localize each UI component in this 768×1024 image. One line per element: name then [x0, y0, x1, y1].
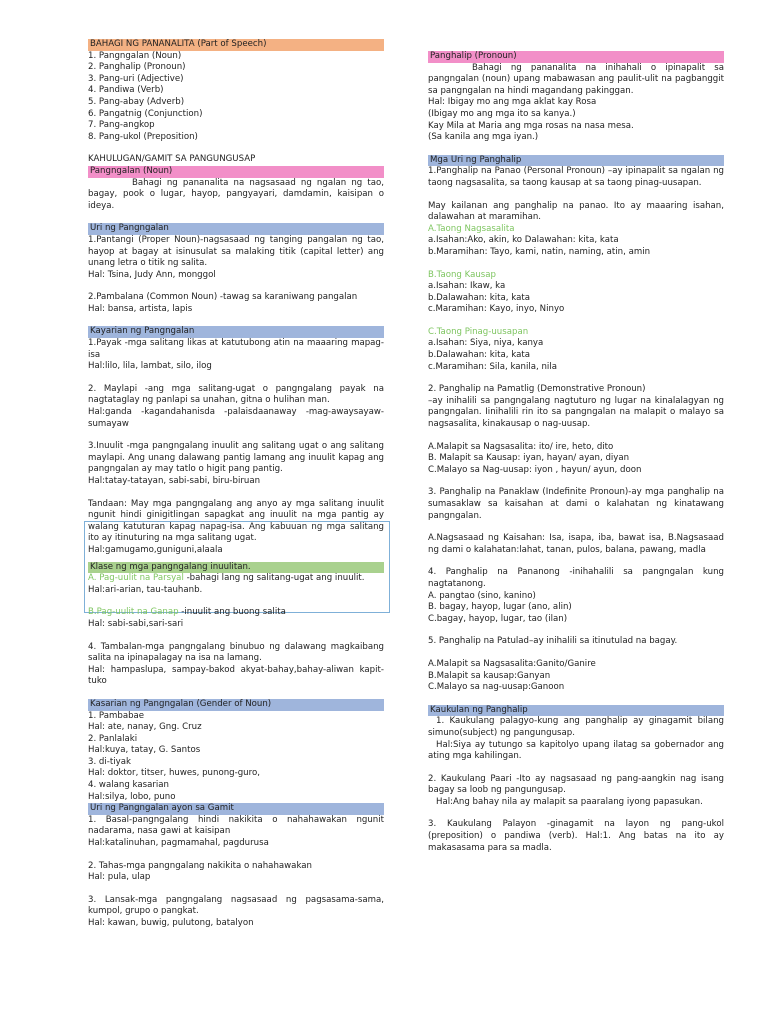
tandaan-note: Tandaan: May mga pangngalang ang anyo ay mga salitang inuulit ngunit hindi ginigitlingan sapagkat ang inuulit na mga pantig ay walang katuturan kapag napag-isa. Ang kabuuan ng mga salitang ito ay itinuturing na mga salitang ugat.	[88, 498, 384, 544]
kasarian-header: Kasarian ng Pangngalan (Gender of Noun)	[88, 699, 384, 711]
pamatlig-definition: –ay inihalili sa pangngalang nagtuturo ng lugar na kinalalagyan ng pangngalan. Iinihalili rin ito sa pangngalan na malapit o malayo sa nagsasalita, kinakausap o nag-uusap.	[428, 395, 724, 430]
taong-kausap-a: a.Isahan: Ikaw, ka	[428, 281, 506, 292]
maylapi-example: Hal:ganda -kagandahanisda -palaisdaanaway -mag-awaysayaw-sumayaw	[88, 407, 384, 429]
panghalip-example-2: (Ibigay mo ang mga ito sa kanya.)	[428, 108, 576, 119]
kasarian-line-1: 1. Pambabae	[88, 710, 145, 721]
pambalana-example: Hal: bansa, artista, lapis	[88, 303, 193, 314]
inuulit-example: Hal:tatay-tatayan, sabi-sabi, biru-biruan	[88, 476, 261, 486]
kasarian-line-3: 2. Panlalaki	[88, 733, 138, 744]
paari-text: 2. Kaukulang Paari -Ito ay nagsasaad ng pang-aangkin nag isang bagay sa loob ng pangungusap.	[428, 773, 724, 796]
maylapi-text: 2. Maylapi -ang mga salitang-ugat o pangngalang payak na nagtataglay ng panlapi sa unahan, gitna o hulihan man.	[88, 383, 384, 406]
kasarian-line-4: Hal:kuya, tatay, G. Santos	[88, 745, 201, 756]
inuulit-text: 3.Inuulit -mga pangngalang inuulit ang salitang ugat o ang salitang maylapi. Ang unang dalawang pantig lamang ang inuulit kapag ang pangngalan ay may tatlo o higit pang pantig.	[88, 441, 384, 475]
pananong-a: A. pangtao (sino, kanino)	[428, 590, 536, 601]
left-column	[88, 39, 384, 930]
kasarian-line-2: Hal: ate, nanay, Gng. Cruz	[88, 722, 202, 733]
pangngalan-header: Pangngalan (Noun)	[88, 166, 384, 178]
pangngalan-definition: Bahagi ng pananalita na nagsasaad ng ngalan ng tao, bagay, pook o lugar, hayop, pangyayari, damdamin, kaisipan o ideya.	[88, 177, 384, 211]
parts-item-1: 1. Pangngalan (Noun)	[88, 50, 182, 61]
pamatlig-c: C.Malayo sa Nag-uusap: iyon , hayun/ ayun, doon	[428, 464, 642, 475]
mga-uri-header: Mga Uri ng Panghalip	[428, 155, 724, 167]
tahas-text: 2. Tahas-mga pangngalang nakikita o nahahawakan	[88, 860, 312, 871]
panghalip-example-4: (Sa kanila ang mga iyan.)	[428, 132, 539, 143]
parsyal-label: A. Pag-uulit na Parsyal	[88, 573, 184, 584]
panghalip-example-1: Hal: Ibigay mo ang mga aklat kay Rosa	[428, 97, 597, 108]
panao-text: 1.Panghalip na Panao (Personal Pronoun) –ay ipinapalit sa ngalan ng taong nagsasalita, sa taong kausap at sa taong pinag-uusapan.	[428, 166, 724, 188]
tandaan-example: Hal:gamugamo,guniguni,alaala	[88, 544, 223, 555]
panao-kailanan: May kailanan ang panghalip na panao. Ito ay maaaring isahan, dalawahan at maramihan.	[428, 200, 724, 223]
tambalan-example: Hal: hampaslupa, sampay-bakod akyat-bahay,bahay-aliwan kapit-tuko	[88, 664, 384, 687]
paari-example: Hal:Ang bahay nila ay malapit sa paaralang iyong papasukan.	[436, 796, 703, 807]
basal-text: 1. Basal-pangngalang hindi nakikita o nahahawakan ngunit nadarama, nasa gawi at kaisipan	[88, 814, 384, 837]
taong-pinag-uusapan-b: b.Dalawahan: kita, kata	[428, 350, 530, 361]
taong-kausap-b: b.Dalawahan: kita, kata	[428, 292, 530, 303]
patulad-text: 5. Panghalip na Patulad–ay inihalili sa itinutulad na bagay.	[428, 636, 678, 647]
kahulugan-title: KAHULUGAN/GAMIT SA PANGUNGUSAP	[88, 154, 256, 165]
pantangi-example: Hal: Tsina, Judy Ann, monggol	[88, 269, 216, 280]
taong-pinag-uusapan-label: C.Taong Pinag-uusapan	[428, 326, 529, 337]
panaklaw-examples: A.Nagsasaad ng Kaisahan: Isa, isapa, iba, bawat isa, B.Nagsasaad ng dami o kalahatan:lahat, tanan, pulos, balana, pawang, madla	[428, 533, 724, 555]
payak-example: Hal:lilo, lila, lambat, silo, ilog	[88, 361, 212, 372]
taong-nagsasalita-a: a.Isahan:Ako, akin, ko Dalawahan: kita, kata	[428, 235, 619, 246]
pambalana-text: 2.Pambalana (Common Noun) -tawag sa karaniwang pangalan	[88, 292, 358, 303]
palagyo-text: 1. Kaukulang palagyo-kung ang panghalip ay ginagamit bilang simuno(subject) ng pangungusap.	[428, 716, 724, 738]
tambalan-text: 4. Tambalan-mga pangngalang binubuo ng dalawang magkaibang salita na ipinapalagay na isa na lamang.	[88, 641, 384, 664]
payak-text: 1.Payak -mga salitang likas at katutubong atin na maaaring mapag-isa	[88, 338, 384, 360]
uri-ng-pangngalan-header: Uri ng Pangngalan	[88, 223, 384, 235]
taong-kausap-label: B.Taong Kausap	[428, 269, 497, 280]
lansak-example: Hal: kawan, buwig, pulutong, batalyon	[88, 918, 254, 928]
pananong-b: B. bagay, hayop, lugar (ano, alin)	[428, 602, 572, 613]
pananong-c: C.bagay, hayop, lugar, tao (ilan)	[428, 613, 568, 624]
parsyal-example: Hal:ari-arian, tau-tauhanb.	[88, 584, 203, 595]
palayon-text: 3. Kaukulang Palayon -ginagamit na layon ng pang-ukol (preposition) o pandiwa (verb). Hal:1. Ang batas na ito ay makasasama para sa madla.	[428, 819, 724, 853]
taong-pinag-uusapan-a: a.Isahan: Siya, niya, kanya	[428, 338, 544, 349]
kasarian-line-5: 3. di-tiyak	[88, 756, 131, 767]
taong-nagsasalita-b: b.Maramihan: Tayo, kami, natin, naming, atin, amin	[428, 246, 651, 257]
parts-item-5: 5. Pang-abay (Adverb)	[88, 96, 185, 107]
basal-example: Hal:katalinuhan, pagmamahal, pagdurusa	[88, 838, 269, 849]
parsyal-text: -bahagi lang ng salitang-ugat ang inuulit.	[183, 573, 365, 584]
kaukulan-header: Kaukulan ng Panghalip	[428, 705, 724, 717]
lansak-text: 3. Lansak-mga pangngalang nagsasaad ng pagsasama-sama, kumpol, grupo o pangkat.	[88, 894, 384, 917]
taong-kausap-c: c.Maramihan: Kayo, inyo, Ninyo	[428, 304, 565, 315]
parts-item-3: 3. Pang-uri (Adjective)	[88, 73, 184, 84]
parts-item-7: 7. Pang-angkop	[88, 120, 155, 131]
ganap-label: B.Pag-uulit na Ganap	[88, 607, 179, 618]
ganap-example: Hal: sabi-sabi,sari-sari	[88, 618, 184, 629]
taong-pinag-uusapan-c: c.Maramihan: Sila, kanila, nila	[428, 361, 557, 372]
parts-item-2: 2. Panghalip (Pronoun)	[88, 62, 186, 73]
gamit-header: Uri ng Pangngalan ayon sa Gamit	[88, 803, 384, 815]
ganap-text: -inuulit ang buong salita	[178, 607, 286, 618]
taong-nagsasalita-label: A.Taong Nagsasalita	[428, 223, 515, 234]
patulad-b: B.Malapit sa kausap:Ganyan	[428, 670, 551, 681]
palagyo-example: Hal:Siya ay tutungo sa kapitolyo upang ilatag sa gobernador ang ating mga kahilingan.	[428, 739, 724, 762]
parsyal-item	[88, 573, 384, 585]
pamatlig-a: A.Malapit sa Nagsasalita: ito/ ire, heto, dito	[428, 441, 614, 452]
parts-of-speech-header: BAHAGI NG PANANALITA (Part of Speech)	[88, 39, 384, 51]
pamatlig-title: 2. Panghalip na Pamatlig (Demonstrative Pronoun)	[428, 384, 646, 395]
patulad-c: C.Malayo sa nag-uusap:Ganoon	[428, 682, 565, 693]
parts-item-8: 8. Pang-ukol (Preposition)	[88, 131, 198, 142]
tahas-example: Hal: pula, ulap	[88, 872, 151, 883]
kasarian-line-8: Hal:silya, lobo, puno	[88, 791, 176, 802]
panghalip-header: Panghalip (Pronoun)	[428, 51, 724, 63]
pananong-text: 4. Panghalip na Pananong -inihahalili sa pangngalan kung nagtatanong.	[428, 567, 724, 589]
panghalip-example-3: Kay Mila at Maria ang mga rosas na nasa mesa.	[428, 120, 634, 131]
parts-item-4: 4. Pandiwa (Verb)	[88, 85, 164, 96]
ganap-item	[88, 607, 384, 619]
panaklaw-text: 3. Panghalip na Panaklaw (Indefinite Pronoun)-ay mga panghalip na sumasaklaw sa kaisahan at dami o kalahatan ng kinatawang pangngalan.	[428, 487, 724, 521]
kasarian-line-6: Hal: doktor, titser, huwes, punong-guro,	[88, 768, 260, 779]
pamatlig-b: B. Malapit sa Kausap: iyan, hayan/ ayan, diyan	[428, 453, 630, 464]
parts-item-6: 6. Pangatnig (Conjunction)	[88, 108, 203, 119]
patulad-a: A.Malapit sa Nagsasalita:Ganito/Ganire	[428, 658, 596, 669]
kasarian-line-7: 4. walang kasarian	[88, 780, 169, 791]
kayarian-header: Kayarian ng Pangngalan	[88, 326, 384, 338]
panghalip-definition: Bahagi ng pananalita na inihahali o ipinapalit sa pangngalan (noun) upang mabawasan ang paulit-ulit na pagbanggit sa pangngalan na hindi magandang pakinggan.	[428, 62, 724, 96]
pantangi-text: 1.Pantangi (Proper Noun)-nagsasaad ng tanging pangalan ng tao, hayop at bagay at isinusulat sa malaking titik (capital letter) ang unang letra o titik ng salita.	[88, 234, 384, 269]
klase-header: Klase ng mga pangngalang inuulitan.	[88, 562, 384, 574]
right-column	[428, 51, 724, 854]
